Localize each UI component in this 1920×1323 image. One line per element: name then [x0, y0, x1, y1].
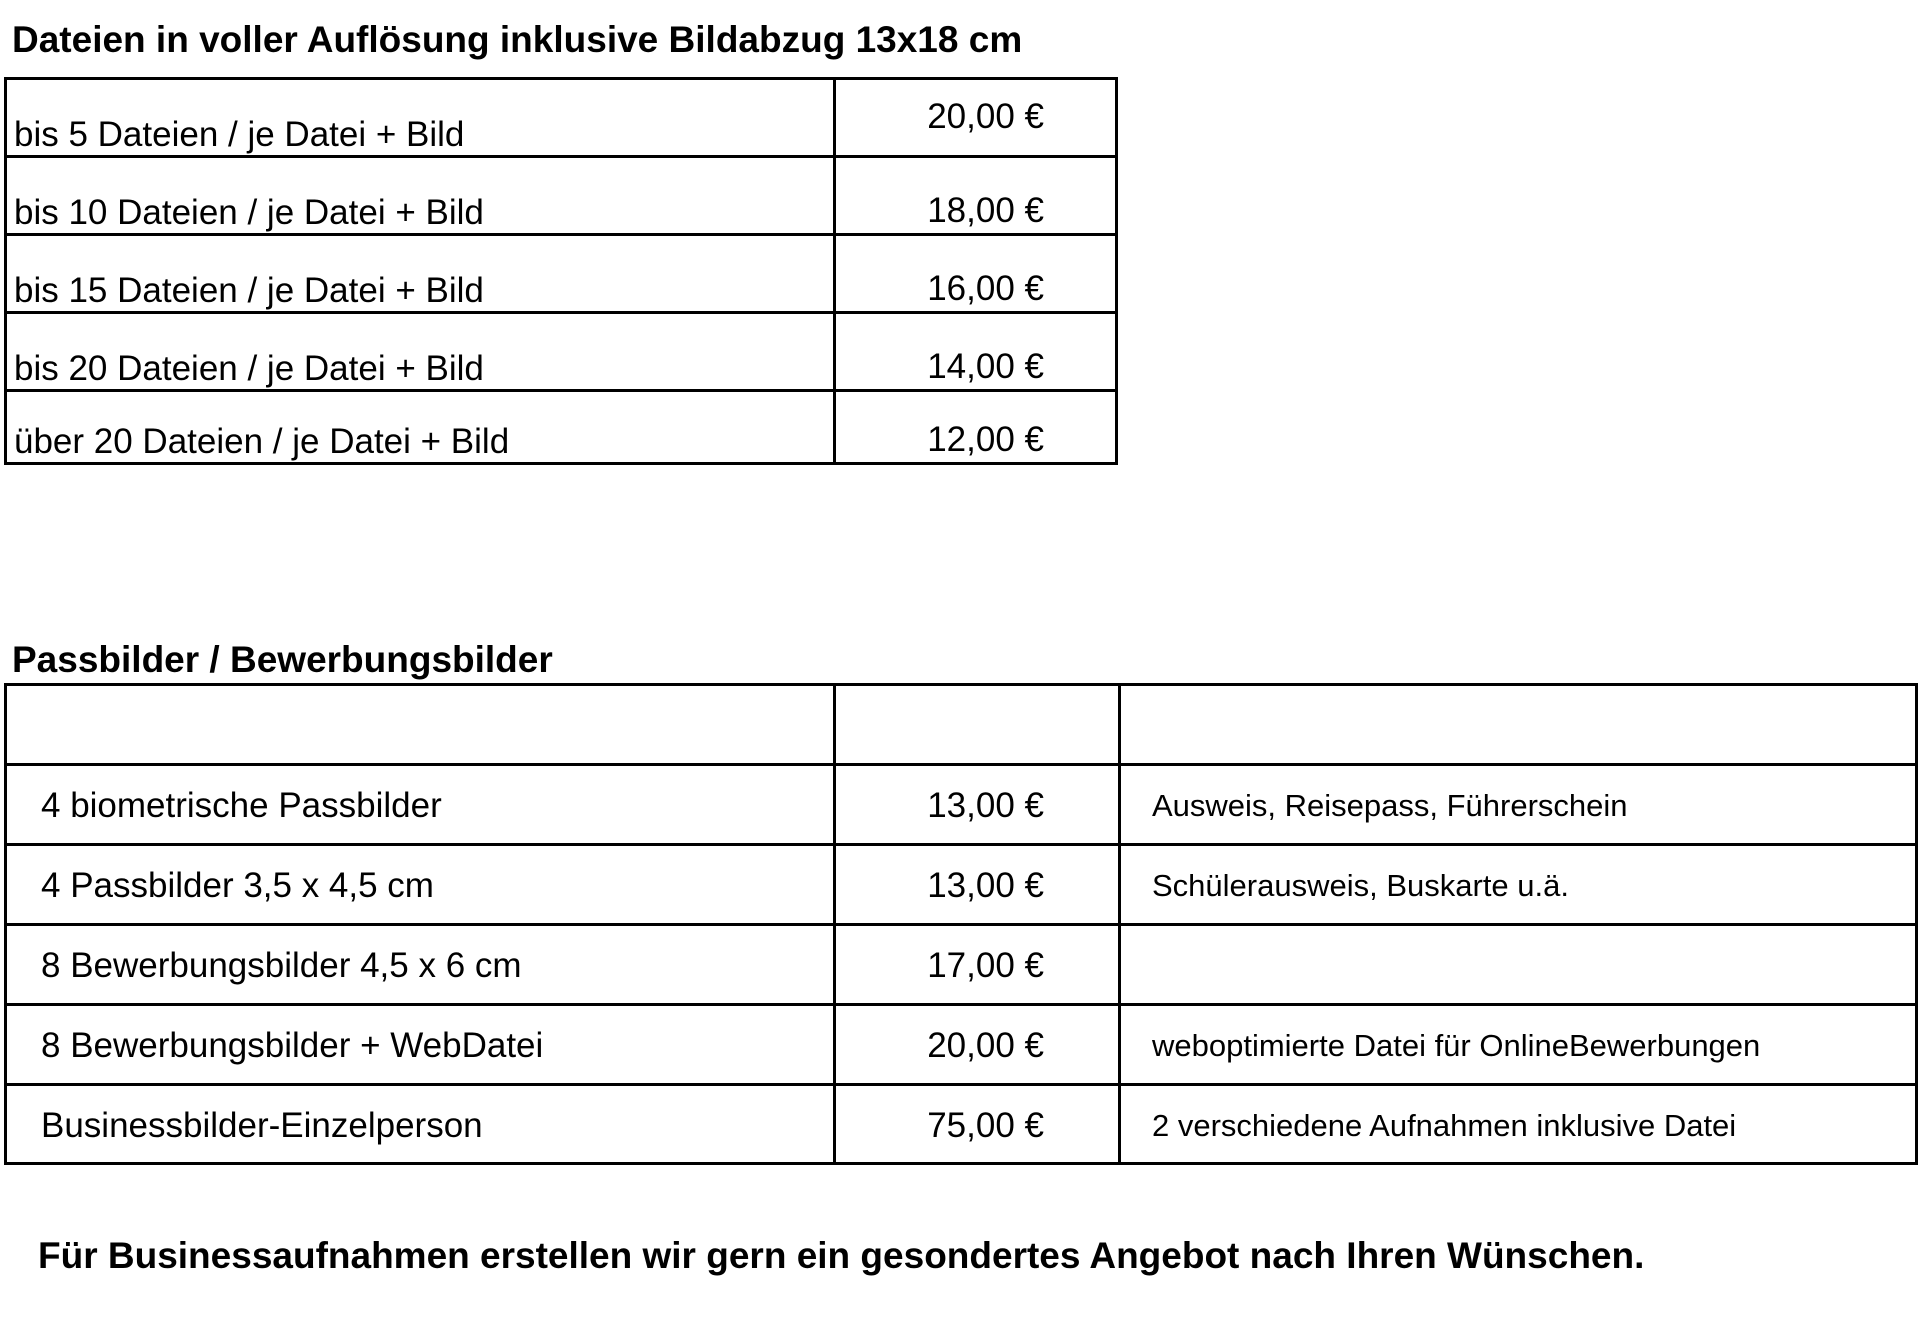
- row-label: bis 15 Dateien / je Datei + Bild: [14, 271, 484, 310]
- row-price: 20,00 €: [927, 97, 1044, 136]
- row-price: 13,00 €: [927, 786, 1044, 825]
- row-label: bis 5 Dateien / je Datei + Bild: [14, 115, 465, 154]
- row-note: weboptimierte Datei für OnlineBewerbungen: [1152, 1028, 1761, 1063]
- section-heading-files: Dateien in voller Auflösung inklusive Bildabzug 13x18 cm: [12, 19, 1023, 60]
- table-row: [7, 1006, 1915, 1086]
- table-row: [7, 846, 1915, 926]
- row-label: 4 Passbilder 3,5 x 4,5 cm: [41, 866, 434, 905]
- row-label: 4 biometrische Passbilder: [41, 786, 442, 825]
- row-note: Ausweis, Reisepass, Führerschein: [1152, 788, 1628, 823]
- row-note: Schülerausweis, Buskarte u.ä.: [1152, 868, 1569, 903]
- table-row: [7, 80, 1115, 158]
- table-row: [7, 392, 1115, 462]
- table-row: [7, 236, 1115, 314]
- section-heading-passport-photos: Passbilder / Bewerbungsbilder: [12, 639, 553, 680]
- row-label: 8 Bewerbungsbilder + WebDatei: [41, 1026, 544, 1065]
- table-row: [7, 314, 1115, 392]
- row-price: 20,00 €: [927, 1026, 1044, 1065]
- table-header-row-empty: [7, 686, 1915, 766]
- table-row: [7, 158, 1115, 236]
- price-table-passport-photos: [4, 683, 1918, 1165]
- row-label: über 20 Dateien / je Datei + Bild: [14, 422, 510, 461]
- row-price: 75,00 €: [927, 1106, 1044, 1145]
- row-note: 2 verschiedene Aufnahmen inklusive Datei: [1152, 1108, 1737, 1143]
- row-price: 13,00 €: [927, 866, 1044, 905]
- footer-note: Für Businessaufnahmen erstellen wir gern ein gesondertes Angebot nach Ihren Wünschen.: [38, 1235, 1645, 1276]
- row-label: Businessbilder-Einzelperson: [41, 1106, 483, 1145]
- table-row: [7, 1086, 1915, 1162]
- price-table-files: [4, 77, 1118, 465]
- row-label: bis 10 Dateien / je Datei + Bild: [14, 193, 484, 232]
- row-price: 12,00 €: [927, 420, 1044, 459]
- table-row: [7, 926, 1915, 1006]
- row-price: 17,00 €: [927, 946, 1044, 985]
- row-label: 8 Bewerbungsbilder 4,5 x 6 cm: [41, 946, 522, 985]
- row-price: 18,00 €: [927, 191, 1044, 230]
- row-label: bis 20 Dateien / je Datei + Bild: [14, 349, 484, 388]
- row-price: 14,00 €: [927, 347, 1044, 386]
- row-price: 16,00 €: [927, 269, 1044, 308]
- table-row: [7, 766, 1915, 846]
